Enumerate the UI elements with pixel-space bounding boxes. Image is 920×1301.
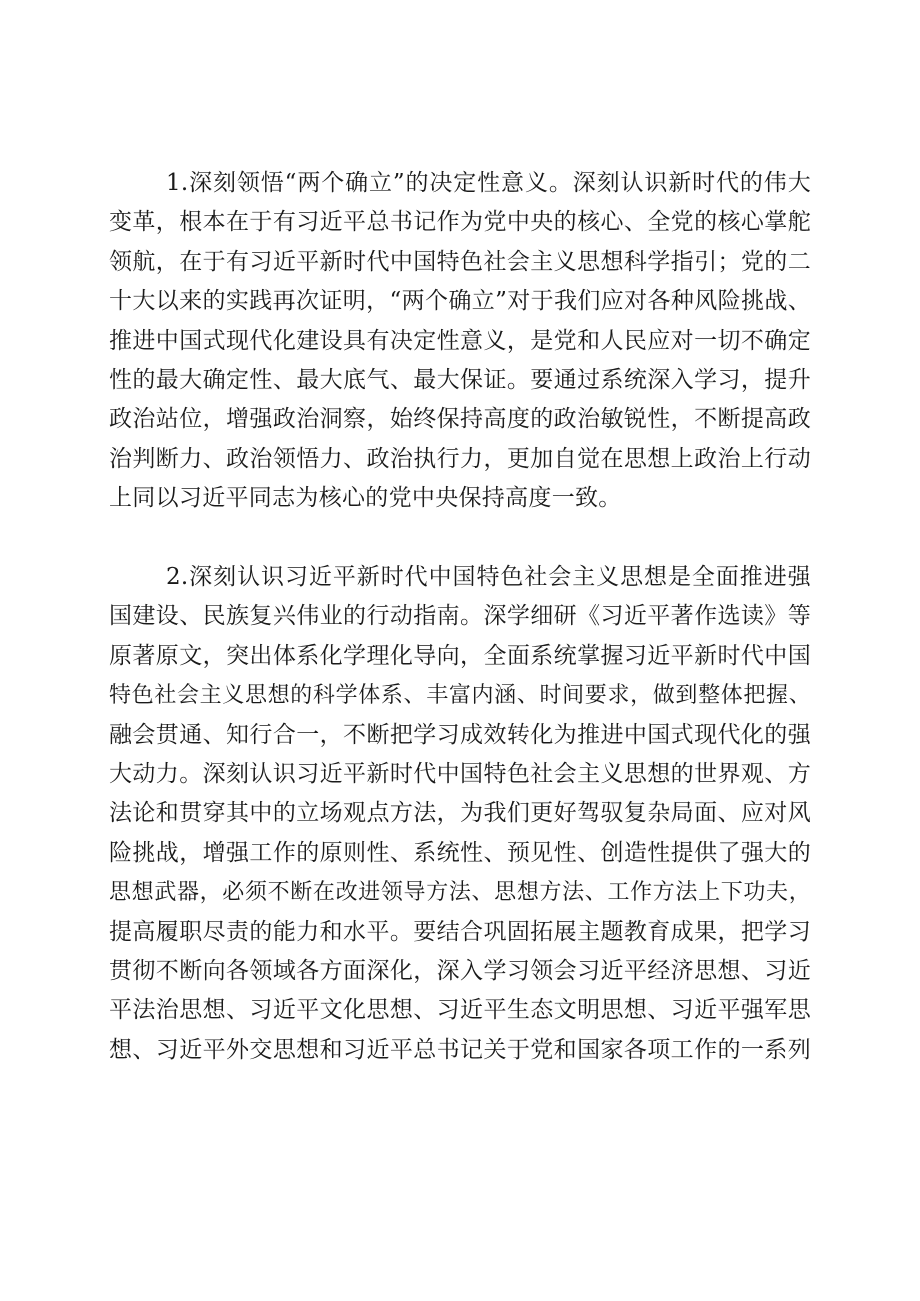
paragraph-2-line-11: 贯彻不断向各领域各方面深化，深入学习领会习近平经济思想、习近 [109, 957, 811, 984]
paragraph-1-line-1: 1.深刻领悟“两个确立”的决定性意义。深刻认识新时代的伟大 [166, 170, 811, 196]
paragraph-2-line-7: 法论和贯穿其中的立场观点方法，为我们更好驾驭复杂局面、应对风 [109, 800, 811, 827]
paragraph-2-line-13: 想、习近平外交思想和习近平总书记关于党和国家各项工作的一系列 [109, 1036, 811, 1063]
paragraph-2 [109, 558, 811, 1070]
paragraph-2-line-9: 思想武器，必须不断在改进领导方法、思想方法、工作方法上下功夫， [109, 880, 811, 906]
paragraph-2-line-3: 原著原文，突出体系化学理化导向，全面系统掌握习近平新时代中国 [109, 642, 811, 669]
paragraph-1-line-6: 性的最大确定性、最大底气、最大保证。要通过系统深入学习，提升 [109, 366, 811, 393]
paragraph-2-line-12: 平法治思想、习近平文化思想、习近平生态文明思想、习近平强军思 [109, 997, 811, 1024]
paragraph-1-line-9: 上同以习近平同志为核心的党中央保持高度一致。 [109, 485, 622, 512]
paragraph-1-line-8: 治判断力、政治领悟力、政治执行力，更加自觉在思想上政治上行动 [109, 445, 811, 472]
paragraph-1-line-3: 领航，在于有习近平新时代中国特色社会主义思想科学指引；党的二 [109, 248, 811, 275]
paragraph-2-line-5: 融会贯通、知行合一，不断把学习成效转化为推进中国式现代化的强 [109, 721, 811, 748]
paragraph-2-line-4: 特色社会主义思想的科学体系、丰富内涵、时间要求，做到整体把握、 [109, 683, 811, 709]
paragraph-1 [109, 164, 811, 519]
paragraph-1-line-5: 推进中国式现代化建设具有决定性意义，是党和人民应对一切不确定 [109, 327, 811, 354]
paragraph-2-line-10: 提高履职尽责的能力和水平。要结合巩固拓展主题教育成果，把学习 [109, 918, 811, 945]
paragraph-2-line-6: 大动力。深刻认识习近平新时代中国特色社会主义思想的世界观、方 [109, 760, 811, 787]
paragraph-1-line-7: 政治站位，增强政治洞察，始终保持高度的政治敏锐性，不断提高政 [109, 406, 811, 433]
paragraph-2-line-8: 险挑战，增强工作的原则性、系统性、预见性、创造性提供了强大的 [109, 839, 811, 866]
paragraph-2-line-1: 2.深刻认识习近平新时代中国特色社会主义思想是全面推进强 [166, 564, 811, 590]
paragraph-1-line-2: 变革，根本在于有习近平总书记作为党中央的核心、全党的核心掌舵 [109, 209, 811, 236]
paragraph-1-line-4: 十大以来的实践再次证明，“两个确立”对于我们应对各种风险挑战、 [109, 288, 811, 315]
paragraph-2-line-2: 国建设、民族复兴伟业的行动指南。深学细研《习近平著作选读》等 [109, 603, 811, 630]
